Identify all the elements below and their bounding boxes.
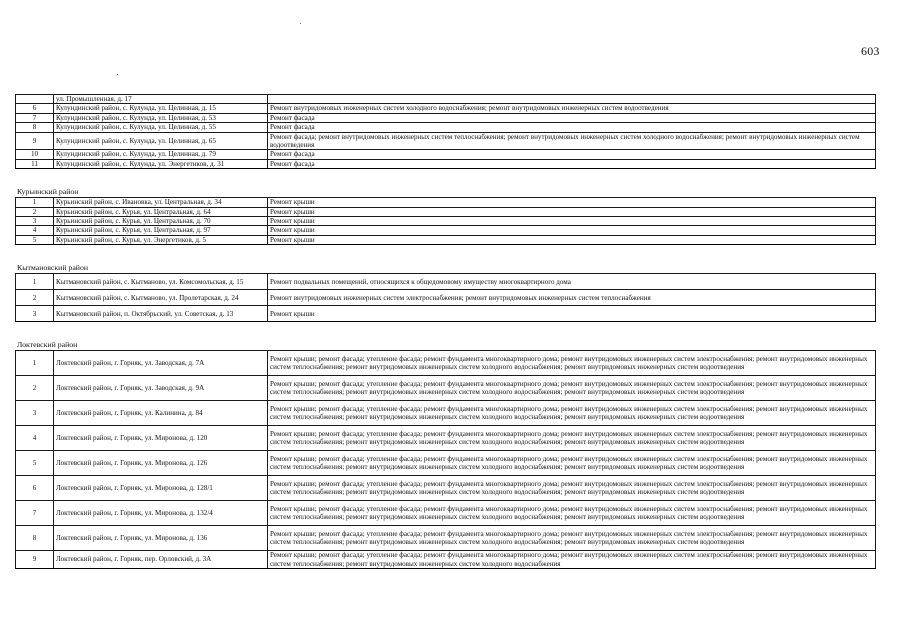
address-cell: Локтевский район, г. Горняк, ул. Миронова, д. 132/4	[54, 501, 268, 526]
table-row	[16, 198, 876, 207]
work-description: Ремонт крыши; ремонт фасада; утепление фасада; ремонт фундамента многоквартирного дома; ремонт внутридомовых инженерных систем электроснабжения; ремонт внутридомовых инженерных систем теплоснабжения; ремонт внутридомовых инженерных систем холодного водоснабжения; ремонт внутридомовых инженерных систем водоотведения	[268, 401, 876, 426]
table-row	[16, 290, 876, 306]
row-number: 1	[16, 351, 54, 376]
row-number: 2	[16, 207, 54, 216]
address-cell: Курьинский район, с. Курья, ул. Центральная, д. 70	[54, 217, 268, 226]
table-row	[16, 95, 876, 104]
address-cell: Локтевский район, г. Горняк, ул. Калинина, д. 84	[54, 401, 268, 426]
table-row	[16, 476, 876, 501]
table-row	[16, 104, 876, 113]
work-description: Ремонт подвальных помещений, относящихся к общедомовому имуществу многоквартирного дома	[268, 274, 876, 290]
work-description: Ремонт фасада	[268, 150, 876, 159]
address-cell: Кулундинский район, с. Кулунда, ул. Целинная, д. 65	[54, 132, 268, 150]
address-cell: Кулундинский район, с. Кулунда, ул. Целинная, д. 15	[54, 104, 268, 113]
address-cell: Кулундинский район, с. Кулунда, ул. Энергетиков, д. 31	[54, 159, 268, 168]
work-description: Ремонт крыши	[268, 198, 876, 207]
work-description: Ремонт фасада	[268, 159, 876, 168]
address-cell: Локтевский район, г. Горняк, ул. Миронова, д. 136	[54, 526, 268, 551]
table-row	[16, 501, 876, 526]
work-description: Ремонт крыши	[268, 226, 876, 235]
row-number: 5	[16, 451, 54, 476]
table-row	[16, 207, 876, 216]
row-number: 5	[16, 235, 54, 244]
row-number: 8	[16, 526, 54, 551]
row-number: 9	[16, 551, 54, 569]
work-description: Ремонт крыши	[268, 306, 876, 322]
section-title: Кытмановский район	[17, 263, 89, 273]
row-number: 3	[16, 401, 54, 426]
work-description: Ремонт крыши; ремонт фасада; утепление фасада; ремонт фундамента многоквартирного дома; ремонт внутридомовых инженерных систем электроснабжения; ремонт внутридомовых инженерных систем теплоснабжения; ремонт внутридомовых инженерных систем холодного водоснабжения; ремонт внутридомовых инженерных систем водоотведения	[268, 451, 876, 476]
address-cell: Локтевский район, г. Горняк, ул. Заводская, д. 9А	[54, 376, 268, 401]
work-description: Ремонт крыши	[268, 217, 876, 226]
work-description: Ремонт фасада	[268, 113, 876, 122]
section-table	[15, 350, 876, 569]
work-description: Ремонт крыши; ремонт фасада; утепление фасада; ремонт фундамента многоквартирного дома; ремонт внутридомовых инженерных систем электроснабжения; ремонт внутридомовых инженерных систем теплоснабжения; ремонт внутридомовых инженерных систем холодного водоснабжения; ремонт внутридомовых инженерных систем водоотведения	[268, 501, 876, 526]
address-cell: Курьинский район, с. Ивановка, ул. Центральная, д. 34	[54, 198, 268, 207]
table-row	[16, 426, 876, 451]
work-description: Ремонт фасада	[268, 123, 876, 132]
table-row	[16, 401, 876, 426]
work-description: Ремонт крыши	[268, 235, 876, 244]
table-row	[16, 159, 876, 168]
work-description: Ремонт крыши; ремонт фасада; утепление фасада; ремонт фундамента многоквартирного дома; ремонт внутридомовых инженерных систем электроснабжения; ремонт внутридомовых инженерных систем теплоснабжения; ремонт внутридомовых инженерных систем холодного водоснабжения	[268, 551, 876, 569]
table-row	[16, 376, 876, 401]
row-number: 6	[16, 104, 54, 113]
row-number: 6	[16, 476, 54, 501]
section-table	[15, 273, 876, 322]
address-cell: Локтевский район, г. Горняк, ул. Миронова, д. 128/1	[54, 476, 268, 501]
address-cell: ул. Промышленная, д. 17	[54, 95, 268, 104]
table-row	[16, 217, 876, 226]
table-row	[16, 226, 876, 235]
row-number: 11	[16, 159, 54, 168]
document-body	[15, 94, 875, 569]
work-description: Ремонт крыши; ремонт фасада; утепление фасада; ремонт фундамента многоквартирного дома; ремонт внутридомовых инженерных систем электроснабжения; ремонт внутридомовых инженерных систем теплоснабжения; ремонт внутридомовых инженерных систем холодного водоснабжения; ремонт внутридомовых инженерных систем водоотведения	[268, 476, 876, 501]
table-row	[16, 150, 876, 159]
work-description: Ремонт внутридомовых инженерных систем холодного водоснабжения; ремонт внутридомовых инженерных систем водоотведения	[268, 104, 876, 113]
table-row	[16, 132, 876, 150]
work-description: Ремонт крыши; ремонт фасада; утепление фасада; ремонт фундамента многоквартирного дома; ремонт внутридомовых инженерных систем электроснабжения; ремонт внутридомовых инженерных систем теплоснабжения; ремонт внутридомовых инженерных систем холодного водоснабжения; ремонт внутридомовых инженерных систем водоотведения	[268, 526, 876, 551]
scan-speck	[300, 23, 301, 24]
address-cell: Кытмановский район, с. Кытманово, ул. Комсомольская, д. 15	[54, 274, 268, 290]
table-row	[16, 306, 876, 322]
row-number: 4	[16, 426, 54, 451]
work-description: Ремонт крыши; ремонт фасада; утепление фасада; ремонт фундамента многоквартирного дома; ремонт внутридомовых инженерных систем электроснабжения; ремонт внутридомовых инженерных систем теплоснабжения; ремонт внутридомовых инженерных систем холодного водоснабжения; ремонт внутридомовых инженерных систем водоотведения	[268, 426, 876, 451]
table-row	[16, 351, 876, 376]
address-cell: Кулундинский район, с. Кулунда, ул. Целинная, д. 79	[54, 150, 268, 159]
row-number: 7	[16, 113, 54, 122]
section-table	[15, 197, 876, 245]
table-row	[16, 274, 876, 290]
address-cell: Курьинский район, с. Курья, ул. Центральная, д. 64	[54, 207, 268, 216]
work-description: Ремонт крыши	[268, 207, 876, 216]
row-number: 1	[16, 274, 54, 290]
address-cell: Локтевский район, г. Горняк, ул. Миронова, д. 126	[54, 451, 268, 476]
row-number	[16, 95, 54, 104]
work-description	[268, 95, 876, 104]
address-cell: Локтевский район, г. Горняк, ул. Заводская, д. 7А	[54, 351, 268, 376]
row-number: 1	[16, 198, 54, 207]
table-row	[16, 113, 876, 122]
table-row	[16, 551, 876, 569]
section-gap	[15, 322, 875, 333]
section-title: Локтевский район	[17, 340, 78, 350]
address-cell: Кулундинский район, с. Кулунда, ул. Целинная, д. 53	[54, 113, 268, 122]
work-description: Ремонт внутридомовых инженерных систем электроснабжения; ремонт внутридомовых инженерных систем теплоснабжения	[268, 290, 876, 306]
scan-speck	[117, 74, 118, 75]
work-description: Ремонт крыши; ремонт фасада; утепление фасада; ремонт фундамента многоквартирного дома; ремонт внутридомовых инженерных систем электроснабжения; ремонт внутридомовых инженерных систем теплоснабжения; ремонт внутридомовых инженерных систем холодного водоснабжения; ремонт внутридомовых инженерных систем водоотведения	[268, 351, 876, 376]
work-description: Ремонт фасада; ремонт внутридомовых инженерных систем теплоснабжения; ремонт внутридомовых инженерных систем холодного водоснабжения; ремонт внутридомовых инженерных систем водоотведения	[268, 132, 876, 150]
section-title: Курьинский район	[17, 187, 79, 197]
page-number: 603	[861, 44, 880, 58]
section-table	[15, 94, 876, 169]
table-row	[16, 451, 876, 476]
section-gap	[15, 169, 875, 180]
row-number: 2	[16, 290, 54, 306]
address-cell: Локтевский район, г. Горняк, пер. Орловский, д. 3А	[54, 551, 268, 569]
address-cell: Кытмановский район, п. Октябрьский, ул. Советская, д. 13	[54, 306, 268, 322]
section-gap	[15, 245, 875, 256]
row-number: 9	[16, 132, 54, 150]
row-number: 8	[16, 123, 54, 132]
row-number: 2	[16, 376, 54, 401]
address-cell: Кытмановский район, с. Кытманово, ул. Пролетарская, д. 24	[54, 290, 268, 306]
table-row	[16, 526, 876, 551]
row-number: 7	[16, 501, 54, 526]
address-cell: Курьинский район, с. Курья, ул. Центральная, д. 97	[54, 226, 268, 235]
address-cell: Локтевский район, г. Горняк, ул. Миронова, д. 120	[54, 426, 268, 451]
address-cell: Кулундинский район, с. Кулунда, ул. Целинная, д. 55	[54, 123, 268, 132]
work-description: Ремонт крыши; ремонт фасада; утепление фасада; ремонт фундамента многоквартирного дома; ремонт внутридомовых инженерных систем электроснабжения; ремонт внутридомовых инженерных систем теплоснабжения; ремонт внутридомовых инженерных систем холодного водоснабжения; ремонт внутридомовых инженерных систем водоотведения	[268, 376, 876, 401]
row-number: 4	[16, 226, 54, 235]
row-number: 10	[16, 150, 54, 159]
table-row	[16, 123, 876, 132]
row-number: 3	[16, 217, 54, 226]
address-cell: Курьинский район, с. Курья, ул. Энергетиков, д. 5	[54, 235, 268, 244]
table-row	[16, 235, 876, 244]
row-number: 3	[16, 306, 54, 322]
